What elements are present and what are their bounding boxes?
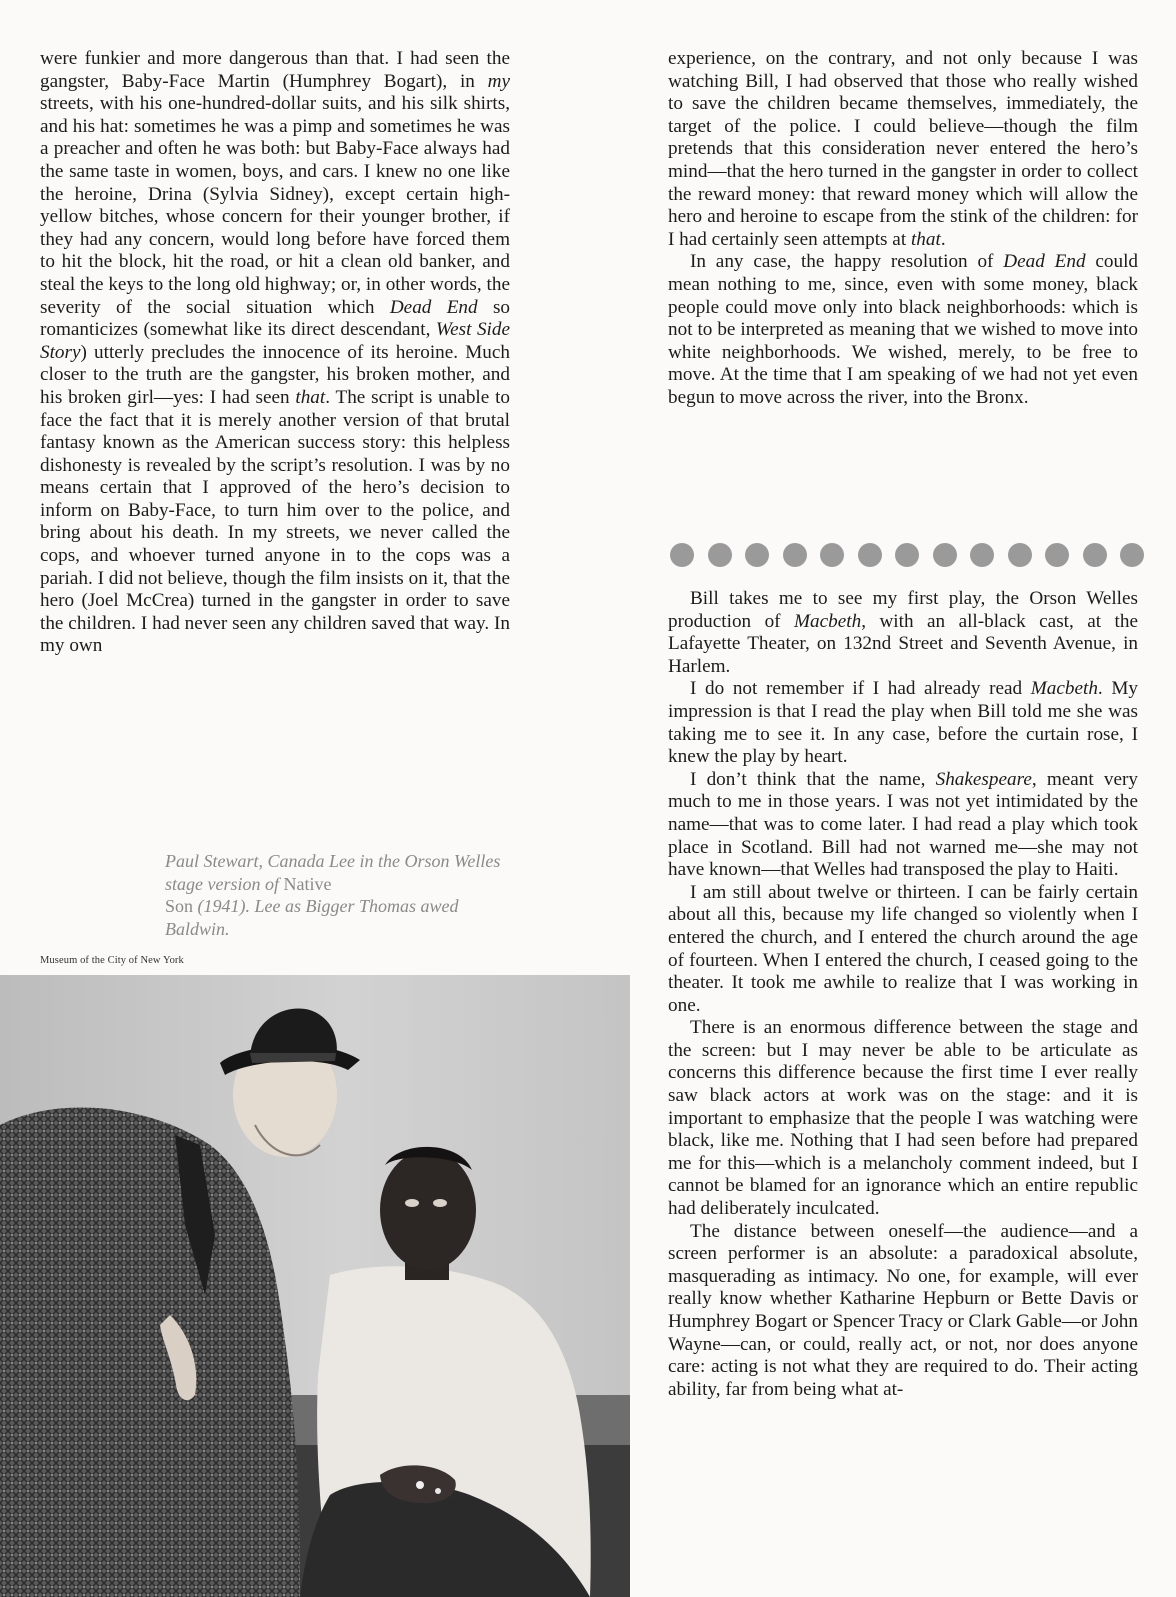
text-run: ) utterly precludes the innocence of its heroine. Much closer to the truth are the gangster, his broken mother, and his broken girl—yes: I had seen: [40, 341, 510, 408]
text-run: experience, on the contrary, and not only because I was watching Bill, I had observed that those who really wished to save the children became themselves, immediately, the target of the police. I could believe—though the film pretends that this consideration never entered the hero’s mind—that the hero turned in the gangster in order to collect the reward money: that reward money which will allow the hero and heroine to escape from the stink of the children: for I had certainly seen attempts at: [668, 48, 1138, 250]
text-run: were funkier and more dangerous than that. I had seen the gangster, Baby-Face Martin (Humphrey Bogart), in: [40, 48, 510, 92]
text-run: There is an enormous difference between the stage and the screen: but I may never be able to be articulate as concerns this difference because the first time I ever really saw black actors at work was on the stage: and it is important to emphasize that the people I was watching were black, like me. Nothing that I had seen before had prepared me for this—which is a melancholy comment indeed, but I cannot be blamed for an ignorance which an entire republic had deliberately inculcated.: [668, 1017, 1138, 1220]
text-run: , meant very much to me in those years. I was not yet intimidated by the name—that was to come later. I had read a play which took place in Scotland. Bill had not warned me—she may not have known—that Welles had transposed the play to Haiti.: [668, 768, 1138, 881]
section-break-dot: [1008, 543, 1032, 567]
text-run: The distance between oneself—the audience—and a screen performer is an absolute: a paradoxical absolute, masquerading as intimacy. No one, for example, will ever really know whether Katharine Hepburn or Bette Davis or Humphrey Bogart or Spencer Tracy or Clark Gable—or John Wayne—can, or could, really act, or not, nor does anyone care: acting is not what they are required to do. Their acting ability, far from being what at-: [668, 1220, 1138, 1400]
section-break-dot: [783, 543, 807, 567]
text-run: I do not remember if I had already read: [690, 678, 1031, 700]
section-break-dot: [745, 543, 769, 567]
paragraph: [668, 251, 1138, 409]
stage-photograph: [0, 975, 630, 1597]
text-run: I am still about twelve or thirteen. I can be fairly certain about all this, because my life changed so violently when I entered the church, and I entered the church around the age of fourteen. When I entered the church, I ceased going to the theater. It took me awhile to realize that I was working in one.: [668, 881, 1138, 1016]
right-column-continued: [668, 588, 1138, 1401]
italic-text-run: Shakespeare: [935, 768, 1032, 790]
section-break-dot: [1083, 543, 1107, 567]
section-break-dot: [708, 543, 732, 567]
section-break-dot: [970, 543, 994, 567]
section-break-dot: [1045, 543, 1069, 567]
paragraph: [668, 588, 1138, 678]
text-run: , with an all-black cast, at the Lafayette Theater, on 132nd Street and Seventh Avenue, in Harlem.: [668, 610, 1138, 677]
paragraph: [668, 1221, 1138, 1402]
text-run: could mean nothing to me, since, even with some money, black people could move only into black neighborhoods: which is not to be interpreted as meaning that we wished to move into white neighborhoods. We wished, merely, to be free to move. At the time that I am speaking of we had not yet even begun to move across the river, into the Bronx.: [668, 251, 1139, 408]
right-column: [668, 48, 1138, 410]
section-break-dot: [1120, 543, 1144, 567]
right-column-paragraphs-after-break: [668, 588, 1138, 1401]
section-break-dots: [670, 542, 1144, 568]
text-run: . The script is unable to face the fact that it is merely another version of that brutal fantasy known as the American success story: this helpless dishonesty is revealed by the script’s resolution. I was by no means certain that I approved of the hero’s decision to inform on Baby-Face, to turn him over to the police, and bring about his death. In my streets, we never called the cops, and whoever turned anyone in to the cops was a pariah. I did not believe, though the film insists on it, that the hero (Joel McCrea) turned in the gangster in order to save the children. I had never seen any children saved that way. In my own: [40, 386, 510, 657]
italic-text-run: Dead End: [389, 296, 478, 318]
photo-caption: [165, 850, 505, 940]
paragraph: [668, 769, 1138, 882]
photo-credit: Museum of the City of New York: [40, 955, 184, 966]
caption-part2: (1941). Lee as Bigger Thomas awed Baldwin.: [165, 896, 459, 939]
italic-text-run: Macbeth: [794, 610, 862, 632]
italic-text-run: Dead End: [1003, 251, 1086, 273]
section-break-dot: [933, 543, 957, 567]
italic-text-run: that: [295, 386, 326, 408]
text-run: Bill takes me to see my first play, the Orson Welles production of: [668, 588, 1138, 632]
paragraph: [668, 1017, 1138, 1220]
caption-title-native: Native: [283, 873, 332, 894]
text-run: so romanticizes (somewhat like its direct descendant,: [40, 296, 511, 341]
left-column: [40, 48, 510, 658]
paragraph: [668, 48, 1138, 251]
text-run: I don’t think that the name,: [690, 768, 936, 790]
left-column-paragraphs: [40, 48, 510, 658]
caption-part1: Paul Stewart, Canada Lee in the Orson Welles stage version of: [165, 851, 501, 894]
caption-title-son: Son: [165, 896, 194, 916]
text-run: . My impression is that I read the play when Bill told me she was taking me to see it. In any case, before the curtain rose, I knew the play by heart.: [668, 678, 1138, 768]
italic-text-run: West Side Story: [40, 319, 510, 363]
italic-text-run: that: [910, 228, 941, 250]
section-break-dot: [820, 543, 844, 567]
right-column-paragraphs-before-break: [668, 48, 1138, 410]
photograph-two-actors-icon: [0, 975, 630, 1597]
section-break-dot: [895, 543, 919, 567]
section-break-dot: [858, 543, 882, 567]
paragraph: [668, 678, 1138, 768]
italic-text-run: Macbeth: [1030, 678, 1098, 700]
text-run: streets, with his one-hundred-dollar suits, and his silk shirts, and his hat: sometimes he was a pimp and sometimes he was a preacher and often he was both: but Baby-Face always had the same taste in women, boys, and cars. I knew no one like the heroine, Drina (Sylvia Sidney), except certain high-yellow bitches, whose concern for their younger brother, if they had any concern, would long before have forced them to hit the block, hit the road, or hit a clean old banker, and steal the keys to the long old highway; or, in other words, the severity of the social situation which: [40, 93, 510, 318]
section-break-dot: [670, 543, 694, 567]
italic-text-run: my: [487, 70, 510, 92]
text-run: .: [940, 228, 946, 250]
paragraph: [668, 882, 1138, 1018]
paragraph: [40, 48, 510, 658]
text-run: In any case, the happy resolution of: [690, 251, 1004, 273]
